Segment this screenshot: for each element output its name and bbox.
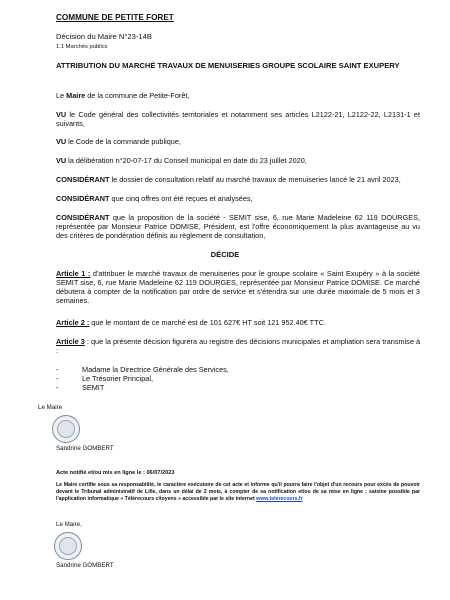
- article-text: que le montant de ce marché est de 101 627€ HT soit 121 952.40€ TTC.: [89, 318, 326, 327]
- signature-role: Le Maire: [38, 404, 63, 411]
- telerecours-link[interactable]: www.telerecours.fr: [256, 496, 303, 502]
- vu-text: la délibération n°20-07-17 du Conseil municipal en date du 23 juillet 2020,: [66, 156, 307, 165]
- decision-reference: Décision du Maire N°23-14B: [56, 32, 152, 41]
- posting-date: Acte notifié et/ou mis en ligne le : 06/07/2023: [56, 470, 175, 476]
- signature-name-2: Sandrine GOMBERT: [56, 562, 114, 569]
- city-seal-2: [54, 532, 82, 560]
- article-label: Article 2 :: [56, 318, 90, 327]
- commune-name: COMMUNE DE PETITE FORET: [56, 13, 174, 22]
- article-label: Article 3: [56, 337, 85, 346]
- signature-name: Sandrine GOMBERT: [56, 445, 114, 452]
- intro-line: [56, 91, 420, 100]
- vu-label: VU: [56, 137, 67, 146]
- vu-commande: [56, 137, 420, 146]
- page-title: ATTRIBUTION DU MARCHÉ TRAVAUX DE MENUISERIES GROUPE SCOLAIRE SAINT EXUPERY: [56, 61, 400, 70]
- considerant-label: CONSIDÉRANT: [56, 213, 110, 222]
- recipient-bullet: -: [56, 365, 59, 374]
- considerant-text: que la proposition de la société - SEMIT sise, 6, rue Marie Madeleine 62 119 DOURGES, représentée par Monsieur Patrice DOMISE, Président, est l'offre économiquement la plus avantageuse au vu des critères de pondération définis au règlement de consultation,: [56, 213, 420, 240]
- considerant-offres: [56, 194, 420, 203]
- considerant-label: CONSIDÉRANT: [56, 194, 110, 203]
- article-1: [56, 269, 420, 305]
- vu-label: VU: [56, 110, 67, 119]
- city-seal: [52, 415, 80, 443]
- considerant-text: que cinq offres ont été reçues et analysées,: [109, 194, 253, 203]
- vu-text: le Code de la commande publique,: [66, 137, 181, 146]
- considerant-proposition: [56, 213, 420, 240]
- intro-bold: Maire: [66, 91, 86, 100]
- recipient-3: SEMIT: [82, 383, 105, 392]
- recipient-bullet: -: [56, 383, 59, 392]
- decide-heading: DÉCIDE: [210, 250, 240, 259]
- appeal-text: Le Maire certifie sous sa responsabilité, le caractère exécutoire de cet acte et informe qu'il pourra faire l'objet d'un recours pour excès de pouvoir devant le Tribunal administratif de Lille, dans un délai de 2 mois, à compter de sa notification et/ou de sa mise en ligne ; saisine possible par l'application informatique « Télérecours citoyens » accessible par le site internet: [56, 482, 420, 502]
- article-text: : que la présente décision figurera au registre des décisions municipales et ampliation sera transmise à :: [56, 337, 421, 355]
- article-3: [56, 337, 420, 355]
- intro-pre: Le: [56, 91, 67, 100]
- vu-cgct: [56, 110, 420, 128]
- vu-label: VU: [56, 156, 67, 165]
- recipient-2: Le Trésorier Principal,: [82, 374, 153, 383]
- recipient-1: Madame la Directrice Générale des Services,: [82, 365, 229, 374]
- recipient-bullet: -: [56, 374, 59, 383]
- intro-post: de la commune de Petite-Forêt,: [85, 91, 190, 100]
- considerant-text: le dossier de consultation relatif au marché travaux de menuiseries lancé le 21 avril 2023,: [109, 175, 401, 184]
- considerant-dossier: [56, 175, 420, 184]
- category-label: 1.1 Marchés publics: [56, 44, 108, 50]
- article-2: [56, 318, 420, 327]
- article-text: d'attribuer le marché travaux de menuiseries pour le groupe scolaire « Saint Exupéry » à la société SEMIT sise, 6, rue Marie Madeleine 62 119 DOURGES, représentée par Monsieur Patrice DOMISE. Ce marché débutera à compter de la notification par ordre de service et s'étendra sur une durée maximale de 5 mois et 3 semaines.: [56, 269, 420, 305]
- appeal-notice: [56, 482, 420, 503]
- article-label: Article 1 :: [56, 269, 91, 278]
- vu-deliberation: [56, 156, 420, 165]
- vu-text: le Code général des collectivités territoriales et notamment ses articles L2122-21, L2122-22, L2131-1 et suivants,: [56, 110, 420, 128]
- signature-role-2: Le Maire,: [56, 521, 82, 528]
- considerant-label: CONSIDÉRANT: [56, 175, 110, 184]
